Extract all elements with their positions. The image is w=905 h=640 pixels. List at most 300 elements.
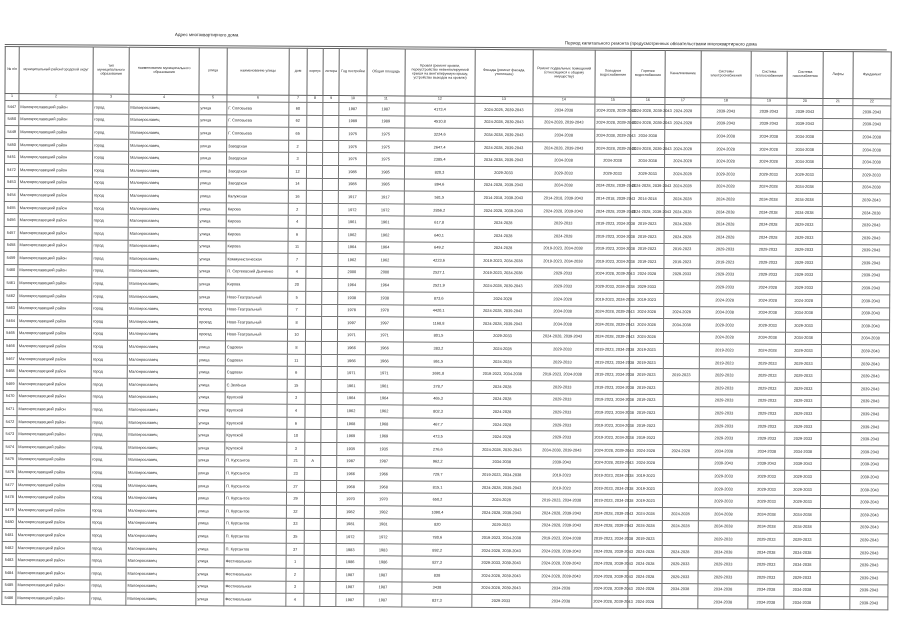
- column-header: Фундамент: [853, 52, 891, 99]
- table-cell: улица: [199, 127, 227, 140]
- table-cell: Малоярославецкий район: [17, 441, 91, 454]
- table-cell: 2527,1: [404, 267, 474, 280]
- table-cell: 2019-2023, 2034-2038: [593, 369, 629, 382]
- table-cell: 2024-2028: [629, 331, 663, 344]
- table-cell: 2034-2038: [533, 154, 595, 167]
- table-cell: [320, 518, 336, 531]
- table-cell: 2024-2028: [700, 294, 750, 307]
- table-cell: 2029-2033: [700, 319, 750, 332]
- table-cell: 2029-2033: [786, 256, 822, 269]
- table-cell: 1972: [338, 203, 366, 216]
- table-cell: [320, 505, 336, 518]
- table-cell: [322, 216, 338, 229]
- table-cell: Малоярославецкий район: [19, 126, 93, 139]
- table-cell: 2024-2028, 2039-2043: [592, 570, 628, 583]
- table-cell: 2029-2033: [662, 558, 698, 571]
- table-cell: 2024-2028: [473, 355, 531, 368]
- table-cell: Малоярославец: [126, 542, 196, 555]
- table-cell: 1971: [337, 329, 365, 342]
- table-cell: город: [92, 290, 128, 303]
- table-cell: 2029-2033: [786, 282, 822, 295]
- table-cell: 2029-2033: [532, 217, 594, 230]
- table-cell: 2014-2018, 2039-2043: [594, 192, 630, 205]
- table-cell: 1970: [336, 493, 364, 506]
- table-cell: 2039-2043: [850, 572, 888, 585]
- table-cell: 2024-2028: [786, 294, 822, 307]
- table-cell: 815,1: [403, 481, 473, 494]
- table-cell: 2019-2023: [629, 369, 663, 382]
- table-cell: 2024-2028, 2039-2043: [595, 142, 631, 155]
- column-number: 16: [631, 97, 665, 104]
- table-cell: 1985: [338, 178, 366, 191]
- table-cell: Крупской: [225, 404, 287, 417]
- table-cell: [305, 392, 321, 405]
- table-cell: 2029-2033: [785, 370, 821, 383]
- table-cell: 2039-2043: [850, 546, 888, 559]
- column-header: Кровля (ремонт кровли, переустройство невентилируемой крыши на вентилируемую крышу, устройство выходов на кровлю): [405, 49, 475, 96]
- table-cell: П. Курсантов: [224, 517, 286, 530]
- table-cell: 2034-2038: [532, 318, 594, 331]
- table-cell: 2034-2038: [786, 181, 822, 194]
- table-cell: 5476: [3, 466, 17, 479]
- table-cell: Крупской: [225, 392, 287, 405]
- table-cell: 2029-2033: [531, 406, 593, 419]
- table-cell: 2034-2038: [532, 305, 594, 318]
- column-header: № п/п: [5, 47, 19, 94]
- table-cell: 2019-2023, 2034-2038: [594, 293, 630, 306]
- table-cell: [822, 194, 852, 207]
- table-cell: 1966: [337, 468, 365, 481]
- table-cell: Малоярославецкий район: [18, 164, 92, 177]
- table-cell: 2019-2023: [629, 432, 663, 445]
- table-cell: 1997: [366, 317, 404, 330]
- table-cell: 2024-2028: [474, 292, 532, 305]
- table-cell: 1975: [339, 153, 367, 166]
- table-cell: 2029-2033: [785, 357, 821, 370]
- table-cell: 2019-2023: [628, 495, 662, 508]
- table-cell: 640,1: [404, 229, 474, 242]
- table-cell: Садовая: [225, 366, 287, 379]
- table-cell: 1917: [366, 191, 404, 204]
- table-cell: [304, 568, 320, 581]
- column-number: 20: [787, 98, 823, 105]
- table-cell: 2029-2033: [749, 357, 785, 370]
- table-cell: 1962: [337, 405, 365, 418]
- table-cell: 2039-2043: [851, 446, 889, 459]
- table-cell: 378,7: [403, 380, 473, 393]
- table-cell: 2029-2033: [472, 595, 530, 608]
- table-cell: 1935: [337, 443, 365, 456]
- table-cell: 2019-2023: [629, 344, 663, 357]
- table-cell: 29: [286, 493, 304, 506]
- column-header: Канализование: [665, 51, 701, 98]
- table-cell: 2029-2033: [750, 256, 786, 269]
- table-cell: 1972: [366, 203, 404, 216]
- table-cell: Малоярославецкий район: [17, 466, 91, 479]
- table-cell: 2024-2028, 2039-2043: [594, 306, 630, 319]
- table-cell: 2039-2043: [851, 370, 889, 383]
- table-cell: Малоярославец: [127, 466, 197, 479]
- table-cell: 1: [286, 556, 304, 569]
- table-cell: город: [92, 164, 128, 177]
- table-cell: 1962: [338, 228, 366, 241]
- table-cell: [822, 307, 852, 320]
- table-cell: Калужская: [226, 190, 288, 203]
- table-cell: 1971: [365, 329, 403, 342]
- table-cell: 2019-2023, 2034-2038: [593, 432, 629, 445]
- table-cell: 2034-2038: [784, 559, 820, 572]
- table-cell: 2029-2033: [630, 167, 664, 180]
- table-cell: 2029-2033: [785, 470, 821, 483]
- column-number: 1: [5, 94, 19, 101]
- column-number: 18: [701, 98, 751, 105]
- table-cell: 4510,8: [405, 116, 475, 129]
- table-cell: 2024-2028, 2039-2043: [474, 179, 532, 192]
- table-cell: 5484: [2, 566, 16, 579]
- table-cell: Малоярославецкий район: [17, 390, 91, 403]
- table-cell: Ново-Театральный: [225, 329, 287, 342]
- table-cell: Малоярославецкий район: [16, 567, 90, 580]
- table-cell: [305, 367, 321, 380]
- table-cell: 2034-2038: [853, 156, 891, 169]
- table-cell: 2024-2028: [664, 193, 700, 206]
- table-cell: 2024-2028: [701, 143, 751, 156]
- table-cell: 1962: [338, 254, 366, 267]
- table-cell: 2019-2023, 2034-2038: [592, 495, 628, 508]
- table-cell: 5449: [5, 126, 19, 139]
- table-cell: город: [91, 378, 127, 391]
- period-group-header: Период капитального ремонта (предусмотренных обязательствами многоквартирного дома: [564, 40, 757, 47]
- table-cell: Малоярославец: [128, 303, 198, 316]
- table-cell: 2039-2043: [852, 257, 890, 270]
- table-cell: [322, 178, 338, 191]
- table-cell: 2019-2023: [630, 230, 664, 243]
- table-cell: улица: [196, 530, 224, 543]
- column-number: 13: [475, 96, 533, 103]
- table-cell: 5470: [3, 390, 17, 403]
- table-cell: 2039-2043: [850, 509, 888, 522]
- table-cell: 1987: [364, 581, 402, 594]
- table-cell: 2029-2033: [749, 483, 785, 496]
- table-cell: Малоярославецкий район: [17, 327, 91, 340]
- table-cell: улица: [198, 190, 226, 203]
- table-cell: улица: [196, 517, 224, 530]
- table-cell: 5456: [4, 214, 18, 227]
- table-cell: 2029-2033: [700, 268, 750, 281]
- table-cell: 2034-2038: [698, 583, 748, 596]
- table-cell: 2000: [366, 266, 404, 279]
- table-cell: 2019-2023, 2034-2038: [594, 243, 630, 256]
- table-cell: 2019-2023: [629, 482, 663, 495]
- table-cell: [821, 433, 851, 446]
- table-cell: 2019-2023, 2034-2038: [473, 469, 531, 482]
- table-cell: Малоярославецкий район: [18, 289, 92, 302]
- table-cell: Малоярославецкий район: [16, 516, 90, 529]
- table-cell: Малоярославец: [129, 114, 199, 127]
- table-cell: 1983: [364, 543, 402, 556]
- table-cell: 2029-2033: [749, 432, 785, 445]
- table-cell: 2039-2043: [749, 458, 785, 471]
- table-cell: 1978: [338, 304, 366, 317]
- table-cell: 1917: [338, 191, 366, 204]
- table-cell: 2039-2043: [851, 458, 889, 471]
- table-cell: 5479: [2, 503, 16, 516]
- table-cell: 2019-2023: [629, 394, 663, 407]
- table-cell: город: [91, 353, 127, 366]
- table-cell: 2034-2038: [530, 595, 592, 608]
- table-cell: 1982: [336, 506, 364, 519]
- column-header: литера: [323, 48, 339, 95]
- column-header: корпус: [307, 48, 323, 95]
- table-cell: [322, 228, 338, 241]
- table-cell: Малоярославец: [128, 315, 198, 328]
- table-cell: Малоярославецкий район: [17, 403, 91, 416]
- table-cell: 2: [289, 140, 307, 153]
- column-number: 11: [367, 96, 405, 103]
- table-cell: [306, 191, 322, 204]
- table-cell: 2019-2023, 2034-2038: [474, 254, 532, 267]
- table-cell: 2029-2033: [700, 243, 750, 256]
- table-cell: 5467: [3, 352, 17, 365]
- table-cell: 5460: [4, 264, 18, 277]
- table-cell: [304, 581, 320, 594]
- table-cell: улица: [196, 555, 224, 568]
- column-header: Лифты: [823, 51, 853, 98]
- table-cell: Кирова: [226, 203, 288, 216]
- table-cell: 2029-2033: [785, 483, 821, 496]
- table-cell: П. Курсантов: [225, 454, 287, 467]
- table-cell: 2019-2023: [630, 293, 664, 306]
- table-cell: 2024-2028, 2039-2043: [594, 205, 630, 218]
- table-cell: [322, 203, 338, 216]
- table-cell: 1964: [366, 279, 404, 292]
- table-cell: 2039-2043: [853, 118, 891, 131]
- table-cell: Крупской: [225, 417, 287, 430]
- table-cell: Малоярославец: [126, 580, 196, 593]
- table-cell: 2034-2038: [533, 129, 595, 142]
- table-cell: Кирова: [226, 278, 288, 291]
- table-cell: 2039-2043: [785, 458, 821, 471]
- table-cell: 581,5: [404, 191, 474, 204]
- table-cell: 2019-2023: [629, 356, 663, 369]
- table-cell: [321, 405, 337, 418]
- table-cell: 2034-2038: [787, 156, 823, 169]
- table-cell: 2039-2043: [853, 106, 891, 119]
- table-cell: 2024-2028, 2039-2043: [530, 544, 592, 557]
- table-cell: 2019-2023: [663, 369, 699, 382]
- table-cell: город: [90, 580, 126, 593]
- table-cell: 820,3: [404, 166, 474, 179]
- table-cell: П. Сергеевский Дьяченко: [226, 266, 288, 279]
- table-cell: 2024-2028: [701, 155, 751, 168]
- table-cell: 1981: [364, 518, 402, 531]
- table-cell: 2024-2028, 2039-2043: [531, 330, 593, 343]
- table-cell: город: [91, 340, 127, 353]
- column-number: 21: [823, 98, 853, 105]
- table-cell: 383,2: [403, 342, 473, 355]
- table-cell: 2034-2038: [664, 319, 700, 332]
- column-number: 12: [405, 96, 475, 103]
- table-cell: [320, 543, 336, 556]
- table-cell: 2029-2033: [699, 432, 749, 445]
- table-cell: 2024-2025, 2039-2043: [475, 103, 533, 116]
- table-cell: 2024-2028: [473, 431, 531, 444]
- table-cell: [307, 102, 323, 115]
- table-cell: 5447: [5, 101, 19, 114]
- table-cell: [321, 329, 337, 342]
- table-cell: Малоярославецкий район: [16, 504, 90, 517]
- table-cell: Ново-Театральный: [226, 291, 288, 304]
- table-cell: 2034-2038: [784, 508, 820, 521]
- table-cell: [664, 281, 700, 294]
- table-cell: 2019-2023, 2034-2038: [472, 532, 530, 545]
- table-cell: [662, 596, 698, 609]
- table-cell: улица: [197, 429, 225, 442]
- table-cell: 5461: [4, 277, 18, 290]
- table-cell: Г. Соловьева: [227, 114, 289, 127]
- table-cell: 838: [402, 569, 472, 582]
- table-cell: Малоярославецкий район: [16, 579, 90, 592]
- table-body: [2, 101, 891, 610]
- table-cell: 4420,1: [404, 304, 474, 317]
- table-cell: 2024-2028: [630, 268, 664, 281]
- table-cell: [664, 293, 700, 306]
- table-cell: [306, 279, 322, 292]
- table-cell: 2024-2028: [750, 181, 786, 194]
- table-cell: 2039-2043: [851, 408, 889, 421]
- table-cell: 8: [288, 316, 306, 329]
- table-cell: улица: [197, 404, 225, 417]
- table-cell: 2029-2033: [700, 168, 750, 181]
- table-cell: 2034-2038: [748, 596, 784, 609]
- table-cell: Малоярославецкий район: [18, 189, 92, 202]
- table-cell: 2019-2023, 2034-2038: [594, 230, 630, 243]
- table-cell: 2039-2043: [851, 345, 889, 358]
- table-cell: 2039-2043: [850, 584, 888, 597]
- table-cell: 2034-2038: [532, 179, 594, 192]
- table-cell: [304, 556, 320, 569]
- table-cell: [306, 228, 322, 241]
- table-cell: [322, 165, 338, 178]
- table-cell: 5462: [4, 289, 18, 302]
- table-cell: 2019-2023, 2034-2038: [593, 394, 629, 407]
- table-cell: [323, 153, 339, 166]
- table-cell: Малоярославецкий район: [16, 491, 90, 504]
- table-cell: город: [92, 240, 128, 253]
- table-cell: 1968: [365, 481, 403, 494]
- table-cell: Малоярославец: [127, 404, 197, 417]
- table-cell: город: [90, 554, 126, 567]
- table-cell: город: [91, 403, 127, 416]
- table-cell: 1989: [339, 115, 367, 128]
- table-cell: [321, 430, 337, 443]
- table-cell: [323, 115, 339, 128]
- table-cell: улица: [198, 278, 226, 291]
- table-cell: 2034-2038: [749, 332, 785, 345]
- table-cell: 2024-2028: [663, 445, 699, 458]
- table-cell: 2: [288, 203, 306, 216]
- table-cell: [821, 483, 851, 496]
- table-cell: 2029-2033: [785, 395, 821, 408]
- table-cell: 2024-2028, 2039-2043: [592, 507, 628, 520]
- table-cell: 11: [287, 354, 305, 367]
- table-cell: 1961: [337, 380, 365, 393]
- table-cell: 2024-2028, 2039-2043: [530, 519, 592, 532]
- table-cell: 2034-2038: [787, 143, 823, 156]
- table-cell: 11: [288, 241, 306, 254]
- table-cell: [663, 382, 699, 395]
- table-cell: 2029-2033: [784, 533, 820, 546]
- table-cell: [321, 480, 337, 493]
- column-header: Горячее водоснабжение: [631, 50, 665, 97]
- table-cell: Малоярославецкий район: [17, 378, 91, 391]
- table-cell: Малоярославецкий район: [18, 264, 92, 277]
- table-cell: 2029-2033: [594, 167, 630, 180]
- column-header: Общая площадь: [367, 49, 405, 96]
- column-header: Холодное водоснабжение: [595, 50, 631, 97]
- table-cell: 2024-2028, 2039-2043: [472, 544, 530, 557]
- table-cell: 2024-2028, 2039-2043: [593, 331, 629, 344]
- table-cell: [663, 331, 699, 344]
- table-cell: [321, 468, 337, 481]
- table-cell: 16: [288, 190, 306, 203]
- table-cell: 2024-2028: [664, 218, 700, 231]
- table-cell: [321, 455, 337, 468]
- table-cell: Г. Соловьева: [227, 127, 289, 140]
- column-number: 14: [533, 97, 595, 104]
- table-cell: [321, 380, 337, 393]
- table-cell: Малоярославец: [127, 366, 197, 379]
- table-cell: улица: [198, 240, 226, 253]
- table-cell: 1964: [366, 241, 404, 254]
- table-cell: 2039-2043: [851, 421, 889, 434]
- table-cell: 2029-2033: [531, 431, 593, 444]
- table-cell: 2024-2028, 2039-2043: [472, 582, 530, 595]
- column-header: тип муниципального образования: [93, 47, 129, 94]
- table-cell: Малоярославец: [127, 479, 197, 492]
- table-cell: 62: [289, 115, 307, 128]
- table-cell: Малоярославецкий район: [19, 151, 93, 164]
- table-cell: 2019-2023: [629, 419, 663, 432]
- table-cell: 10: [287, 329, 305, 342]
- table-cell: 1987: [336, 569, 364, 582]
- table-cell: 2019-2023: [630, 218, 664, 231]
- table-cell: 2039-2043: [852, 295, 890, 308]
- table-cell: Малоярославец: [126, 567, 196, 580]
- table-cell: 2034-2038, 2039-2043: [595, 129, 631, 142]
- table-cell: 2024-2028: [664, 205, 700, 218]
- table-cell: 2034-2038: [662, 583, 698, 596]
- table-cell: 2019-2023: [699, 357, 749, 370]
- table-cell: улица: [197, 442, 225, 455]
- table-cell: 2034-2038: [699, 445, 749, 458]
- table-cell: 2024-2028: [473, 343, 531, 356]
- table-cell: 2029-2033: [699, 382, 749, 395]
- table-cell: 2019-2023: [630, 255, 664, 268]
- table-cell: 2029-2033: [786, 168, 822, 181]
- table-cell: 2034-2038: [786, 307, 822, 320]
- table-cell: 962,2: [403, 456, 473, 469]
- table-cell: Малоярославецкий район: [16, 554, 90, 567]
- table-cell: [823, 143, 853, 156]
- table-cell: 2039-2043: [701, 105, 751, 118]
- table-cell: [821, 471, 851, 484]
- table-cell: 2019-2023, 2034-2038: [532, 242, 594, 255]
- table-cell: 2024-2028: [628, 583, 662, 596]
- table-cell: 1969: [337, 430, 365, 443]
- table-cell: 1968: [337, 480, 365, 493]
- table-cell: 2034-2038: [701, 130, 751, 143]
